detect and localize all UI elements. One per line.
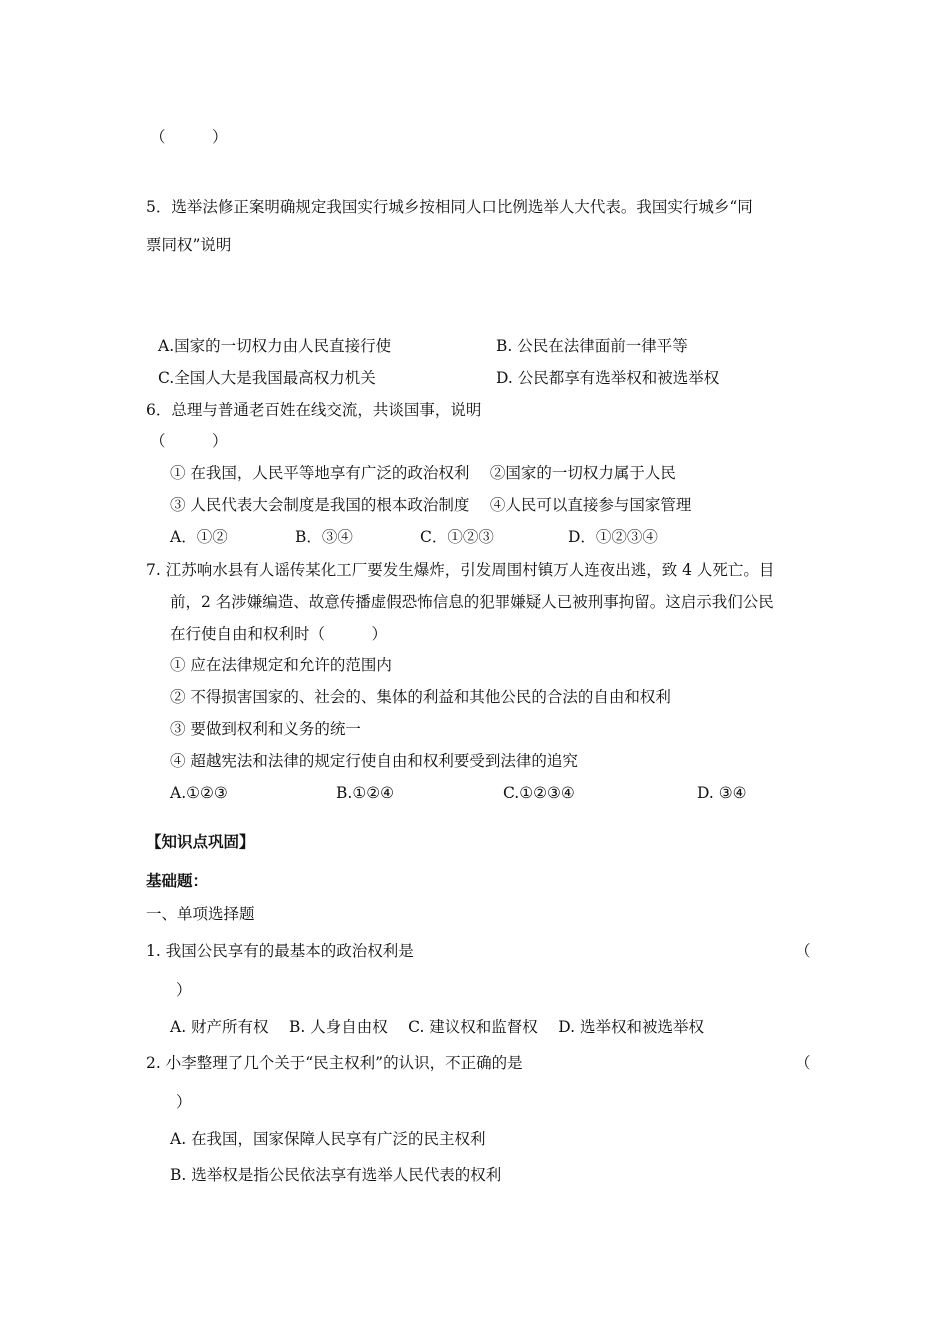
- q7-stem-line2: 前，2 名涉嫌编造、故意传播虚假恐怖信息的犯罪嫌疑人已被刑事拘留。这启示我们公民: [170, 593, 774, 611]
- ex2-stem: 2. 小李整理了几个关于“民主权利”的认识，不正确的是: [146, 1054, 523, 1072]
- ex1-paren-open: （: [795, 942, 811, 960]
- ex1-options: A. 财产所有权 B. 人身自由权 C. 建议权和监督权 D. 选举权和被选举权: [170, 1018, 704, 1036]
- q7-option-d: D. ③④: [697, 784, 747, 802]
- q5-stem-line2: 票同权”说明: [146, 236, 232, 254]
- q5-stem-line1: 5．选举法修正案明确规定我国实行城乡按相同人口比例选举人大代表。我国实行城乡“同: [146, 198, 753, 216]
- q4-answer-paren: （ ）: [150, 128, 228, 146]
- q5-option-a: A.国家的一切权力由人民直接行使: [158, 337, 392, 355]
- q6-items-line2: ③ 人民代表大会制度是我国的根本政治制度 ④人民可以直接参与国家管理: [170, 496, 692, 514]
- q7-option-a: A.①②③: [170, 784, 228, 802]
- q7-stem-line1: 7. 江苏响水县有人谣传某化工厂要发生爆炸，引发周围村镇万人连夜出逃，致 4 人死亡。目: [146, 561, 775, 579]
- q6-answer-paren: （ ）: [150, 432, 228, 450]
- q7-option-b: B.①②④: [336, 784, 395, 802]
- ex2-paren-close: ）: [176, 1093, 192, 1111]
- q7-option-c: C.①②③④: [503, 784, 575, 802]
- q6-option-c: C．①②③: [420, 528, 494, 546]
- ex2-option-a: A. 在我国，国家保障人民享有广泛的民主权利: [170, 1130, 486, 1148]
- ex2-option-b: B. 选举权是指公民依法享有选举人民代表的权利: [170, 1166, 502, 1184]
- q5-option-d: D. 公民都享有选举权和被选举权: [496, 369, 720, 387]
- q6-items-line1: ① 在我国，人民平等地享有广泛的政治权利 ②国家的一切权力属于人民: [170, 464, 676, 482]
- section-heading: 【知识点巩固】: [146, 833, 255, 851]
- ex1-stem: 1. 我国公民享有的最基本的政治权利是: [146, 942, 414, 960]
- q6-stem: 6．总理与普通老百姓在线交流，共谈国事，说明: [146, 401, 482, 419]
- q7-item-4: ④ 超越宪法和法律的规定行使自由和权利要受到法律的追究: [170, 752, 578, 770]
- q7-stem-line3: 在行使自由和权利时（ ）: [170, 625, 388, 643]
- q5-option-b: B. 公民在法律面前一律平等: [496, 337, 688, 355]
- ex2-paren-open: （: [795, 1054, 811, 1072]
- q7-item-3: ③ 要做到权利和义务的统一: [170, 720, 361, 738]
- section-part-title: 一、单项选择题: [146, 905, 255, 923]
- ex1-paren-close: ）: [176, 981, 192, 999]
- q6-option-b: B．③④: [295, 528, 353, 546]
- q6-option-d: D．①②③④: [568, 528, 658, 546]
- q6-option-a: A．①②: [170, 528, 228, 546]
- q5-option-c: C.全国人大是我国最高权力机关: [158, 369, 376, 387]
- section-subheading: 基础题：: [146, 872, 209, 890]
- q7-item-2: ② 不得损害国家的、社会的、集体的利益和其他公民的合法的自由和权利: [170, 688, 671, 706]
- q7-item-1: ① 应在法律规定和允许的范围内: [170, 656, 392, 674]
